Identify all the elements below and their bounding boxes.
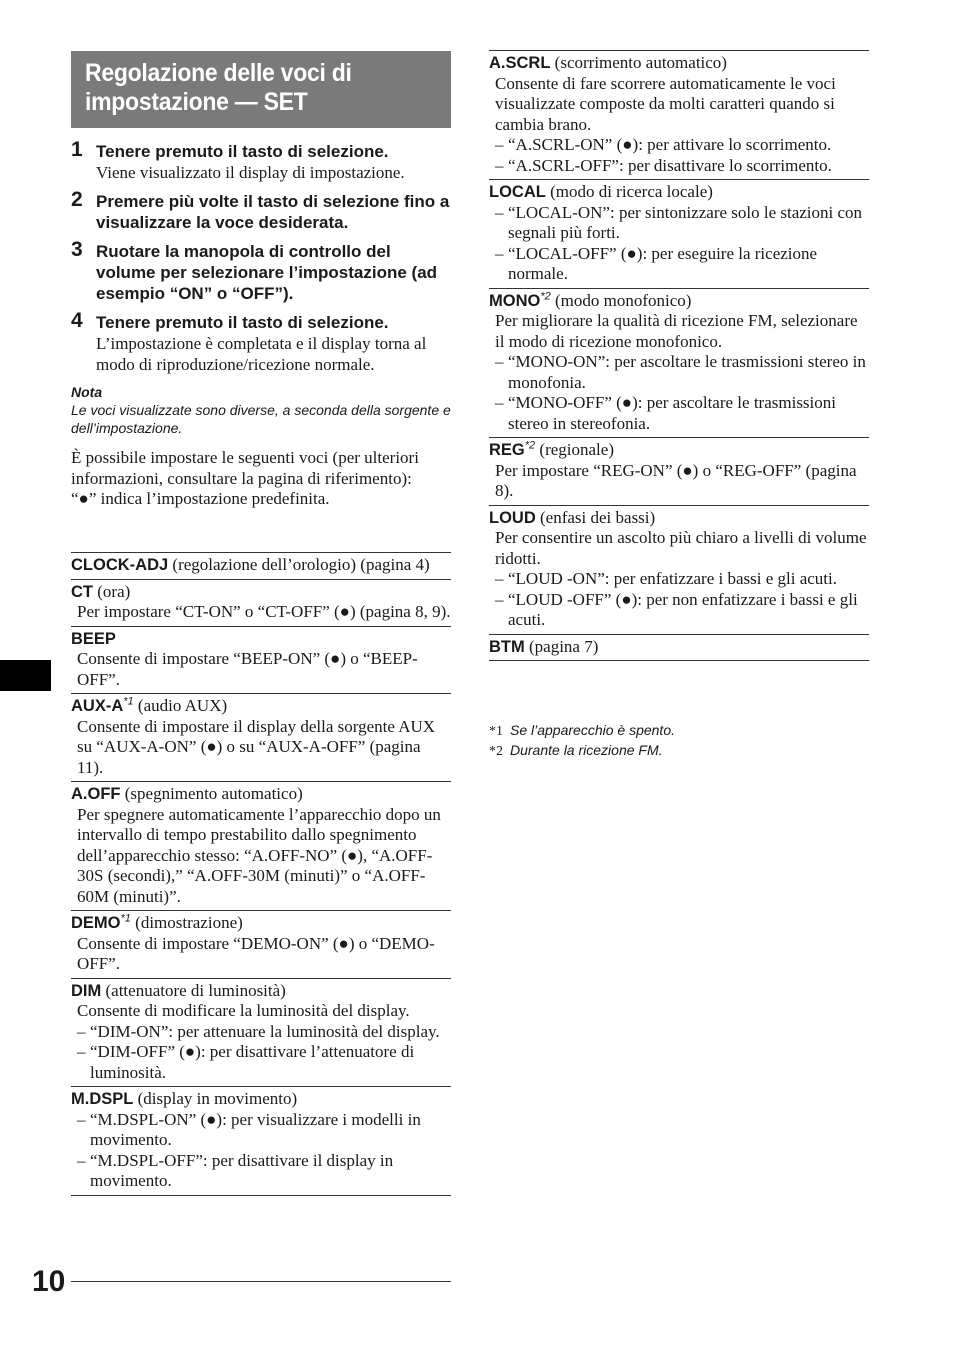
entry-name: LOUD <box>489 508 536 527</box>
footnotes <box>489 721 869 761</box>
entry-name: DIM <box>71 981 102 1000</box>
entry-reg <box>489 437 869 505</box>
note-box <box>71 383 451 437</box>
step-instruction: Tenere premuto il tasto di selezione. <box>96 313 389 332</box>
note-label: Nota <box>71 384 103 400</box>
entry-dim <box>71 978 451 1087</box>
step-instruction: Tenere premuto il tasto di selezione. <box>96 142 389 161</box>
entry-m-dspl <box>71 1086 451 1196</box>
step-number: 2 <box>71 188 83 211</box>
list-item-text: “LOCAL-ON”: per sintonizzare solo le stazioni con segnali più forti. <box>508 202 863 242</box>
entry-mono <box>489 288 869 438</box>
step-1 <box>71 138 451 183</box>
list-item-text: “DIM-OFF” (●): per disattivare l’attenuatore di luminosità. <box>90 1042 415 1082</box>
entry-body: Per impostare “REG-ON” (●) o “REG-OFF” (pagina 8). <box>495 460 857 500</box>
entry-body: Consente di impostare “BEEP-ON” (●) o “BEEP-OFF”. <box>77 649 418 689</box>
intro-paragraph <box>71 448 451 510</box>
entry-desc: (ora) <box>93 581 131 601</box>
list-item-text: “M.DSPL-OFF”: per disattivare il display in movimento. <box>90 1150 394 1190</box>
footer-rule <box>71 1281 451 1282</box>
entry-name: BTM <box>489 637 525 656</box>
step-2 <box>71 188 451 233</box>
list-item <box>71 1110 451 1151</box>
list-item <box>489 352 869 393</box>
step-4 <box>71 309 451 375</box>
list-item <box>489 203 869 244</box>
footnote-ref: *2 <box>540 289 551 302</box>
entry-body: Consente di impostare “DEMO-ON” (●) o “DEMO-OFF”. <box>77 933 435 973</box>
entry-a-off <box>71 781 451 910</box>
list-item-text: “M.DSPL-ON” (●): per visualizzare i modelli in movimento. <box>90 1109 421 1149</box>
entry-name: AUX-A <box>71 697 124 715</box>
list-item <box>489 156 869 177</box>
entry-name: BEEP <box>71 629 116 648</box>
footnote-text: Se l’apparecchio è spento. <box>510 722 675 738</box>
settings-list-left <box>71 552 451 1196</box>
dash-marker: – <box>77 1021 86 1041</box>
note-text: Le voci visualizzate sono diverse, a seconda della sorgente e dell’impostazione. <box>71 402 451 436</box>
entry-body: Per spegnere automaticamente l’apparecchio dopo un intervallo di tempo prestabilito dallo spegnimento dell’apparecchio stesso: “A.OFF-NO” (●), “A.OFF-30S (secondi),” “A.OFF-30M (minuti)” o “A.OFF-60M (minuti)”. <box>77 804 441 906</box>
entry-desc: (pagina 7) <box>524 636 599 656</box>
list-item <box>489 590 869 631</box>
entry-desc: (regolazione dell’orologio) (pagina 4) <box>168 555 430 574</box>
entry-clock-adj <box>71 552 451 579</box>
step-instruction: Ruotare la manopola di controllo del volume per selezionare l’impostazione (ad esempio “ON” o “OFF”). <box>96 242 438 303</box>
entry-desc: (scorrimento automatico) <box>550 53 727 72</box>
entry-name: MONO <box>489 291 541 310</box>
entry-desc: (display in movimento) <box>133 1089 298 1108</box>
footnote <box>489 741 869 761</box>
entry-name: CT <box>71 582 93 601</box>
list-item <box>489 244 869 285</box>
entry-body: Consente di modificare la luminosità del display. <box>77 1001 410 1020</box>
page-number: 10 <box>32 1265 66 1298</box>
section-title-box <box>71 51 451 128</box>
entry-desc: (modo monofonico) <box>550 290 692 310</box>
entry-name: CLOCK-ADJ <box>71 556 169 574</box>
list-item-text: “A.SCRL-OFF”: per disattivare lo scorrimento. <box>508 155 832 175</box>
intro-text: È possibile impostare le seguenti voci (per ulteriori informazioni, consultare la pagina di riferimento): <box>71 448 419 488</box>
entry-beep <box>71 626 451 694</box>
footnote-mark: *2 <box>489 744 503 759</box>
step-instruction: Premere più volte il tasto di selezione fino a visualizzare la voce desiderata. <box>96 192 450 232</box>
entry-name: LOCAL <box>489 183 546 201</box>
footnote-ref: *1 <box>123 695 134 708</box>
dash-marker: – <box>77 1109 86 1129</box>
list-item-text: “DIM-ON”: per attenuare la luminosità del display. <box>90 1021 440 1041</box>
entry-btm <box>489 634 869 662</box>
section-tab-marker <box>0 660 51 691</box>
dash-marker: – <box>495 352 504 371</box>
entry-loud <box>489 505 869 634</box>
title-line-1: Regolazione delle voci di <box>85 59 352 87</box>
step-number: 3 <box>71 238 83 261</box>
dash-marker: – <box>495 243 504 263</box>
entry-demo <box>71 910 451 978</box>
title-line-2: impostazione — SET <box>85 88 308 116</box>
list-item-text: “LOUD -OFF” (●): per non enfatizzare i bassi e gli acuti. <box>508 589 858 629</box>
footnote <box>489 721 869 741</box>
entry-local <box>489 179 869 288</box>
list-item-text: “A.SCRL-ON” (●): per attivare lo scorrimento. <box>508 135 832 154</box>
footnote-ref: *1 <box>120 912 131 925</box>
dash-marker: – <box>495 135 504 154</box>
entry-desc: (attenuatore di luminosità) <box>101 980 286 1000</box>
entry-body: Per migliorare la qualità di ricezione FM, selezionare il modo di ricezione monofonico. <box>495 311 858 351</box>
list-item <box>71 1042 451 1083</box>
page-title <box>85 59 444 117</box>
step-3 <box>71 238 451 304</box>
step-detail: Viene visualizzato il display di impostazione. <box>96 163 405 182</box>
dash-marker: – <box>495 202 504 222</box>
entry-desc: (regionale) <box>535 440 614 459</box>
entry-name: A.SCRL <box>489 54 551 72</box>
entry-a-scrl <box>489 50 869 179</box>
entry-desc: (audio AUX) <box>133 696 228 715</box>
dash-marker: – <box>77 1042 86 1061</box>
list-item-text: “LOCAL-OFF” (●): per eseguire la ricezione normale. <box>508 243 818 283</box>
entry-desc: (dimostrazione) <box>130 913 243 932</box>
default-note: “●” indica l’impostazione predefinita. <box>71 489 330 508</box>
settings-list-right <box>489 50 869 661</box>
step-detail: L’impostazione è completata e il display torna al modo di riproduzione/ricezione normale. <box>96 334 427 374</box>
entry-ct <box>71 579 451 626</box>
entry-aux-a <box>71 693 451 781</box>
entry-body: Consente di impostare il display della sorgente AUX su “AUX-A-ON” (●) o su “AUX-A-OFF” (pagina 11). <box>77 716 436 777</box>
entry-name: REG <box>489 441 525 459</box>
footnote-ref: *2 <box>524 439 536 452</box>
list-item-text: “MONO-OFF” (●): per ascoltare le trasmissioni stereo in stereofonia. <box>508 393 836 433</box>
dash-marker: – <box>495 155 504 175</box>
dash-marker: – <box>495 393 504 412</box>
footnote-mark: *1 <box>489 724 503 739</box>
list-item-text: “LOUD -ON”: per enfatizzare i bassi e gli acuti. <box>508 569 837 588</box>
dash-marker: – <box>495 589 504 609</box>
dash-marker: – <box>77 1150 86 1170</box>
dash-marker: – <box>495 569 504 588</box>
entry-body: Per consentire un ascolto più chiaro a livelli di volume ridotti. <box>495 528 867 568</box>
entry-desc: (spegnimento automatico) <box>120 784 303 803</box>
list-item-text: “MONO-ON”: per ascoltare le trasmissioni stereo in monofonia. <box>508 352 866 392</box>
list-item <box>489 393 869 434</box>
entry-body: Consente di fare scorrere automaticamente le voci visualizzate composte da molti caratteri quando si cambia brano. <box>495 73 836 134</box>
entry-body: Per impostare “CT-ON” o “CT-OFF” (●) (pagina 8, 9). <box>77 602 451 621</box>
entry-name: M.DSPL <box>71 1090 134 1108</box>
step-number: 1 <box>71 138 83 161</box>
entry-desc: (modo di ricerca locale) <box>545 182 713 201</box>
entry-name: DEMO <box>71 914 121 932</box>
list-item <box>71 1151 451 1192</box>
entry-name: A.OFF <box>71 785 121 803</box>
list-item <box>489 569 869 590</box>
list-item <box>489 135 869 156</box>
entry-desc: (enfasi dei bassi) <box>535 507 656 527</box>
footnote-text: Durante la ricezione FM. <box>510 742 663 758</box>
step-number: 4 <box>71 309 83 332</box>
list-item <box>71 1022 451 1043</box>
